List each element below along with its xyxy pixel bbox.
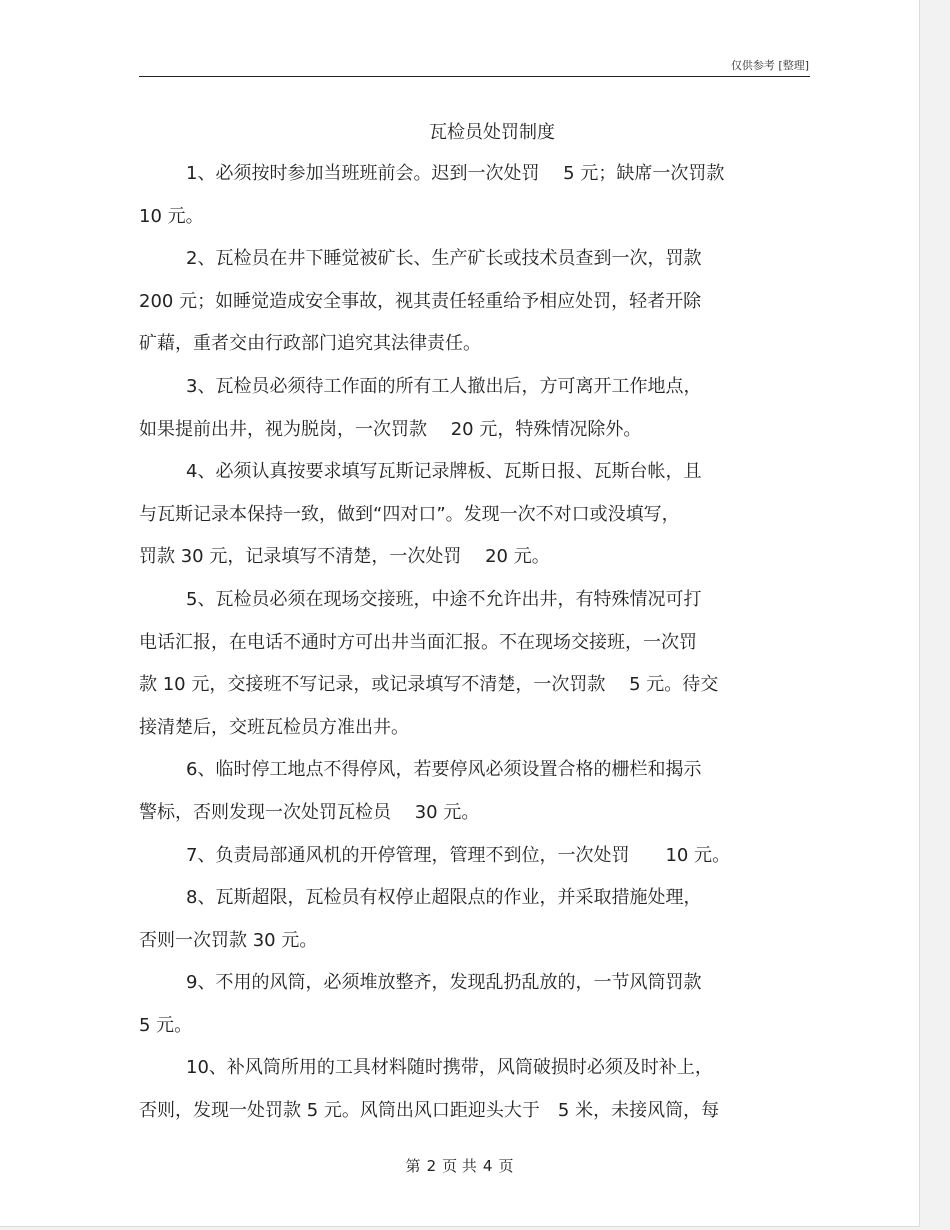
text-line: 否则一次罚款 30 元。 — [139, 929, 318, 951]
header-rule — [139, 76, 810, 77]
text-line: 7、负责局部通风机的开停管理，管理不到位，一次处罚 10 元。 — [186, 844, 731, 866]
text-line: 10 元。 — [139, 205, 204, 227]
text-line: 9、不用的风筒，必须堆放整齐，发现乱扔乱放的，一节风筒罚款 — [186, 972, 702, 994]
page-footer — [0, 1155, 919, 1176]
text-line: 5 元。 — [139, 1014, 193, 1036]
text-line: 否则，发现一处罚款 5 元。风筒出风口距迎头大于 5 米，未接风筒，每 — [139, 1100, 720, 1122]
text-line: 4、必须认真按要求填写瓦斯记录牌板、瓦斯日报、瓦斯台帐，且 — [186, 461, 702, 483]
footer-total-pages: 4 — [482, 1157, 493, 1175]
text-line: 10、补风筒所用的工具材料随时携带，风筒破损时必须及时补上， — [186, 1057, 713, 1079]
footer-suffix: 页 — [498, 1157, 514, 1175]
text-line: 电话汇报，在电话不通时方可出井当面汇报。不在现场交接班，一次罚 — [139, 631, 697, 653]
text-line: 200 元；如睡觉造成安全事故，视其责任轻重给予相应处罚，轻者开除 — [139, 290, 702, 312]
text-line: 警标，否则发现一次处罚瓦检员 30 元。 — [139, 801, 480, 823]
footer-page-number: 2 — [426, 1157, 437, 1175]
text-line: 1、必须按时参加当班班前会。迟到一次处罚 5 元；缺席一次罚款 — [186, 163, 725, 184]
document-title: 瓦检员处罚制度 — [429, 122, 555, 143]
text-line: 3、瓦检员必须待工作面的所有工人撤出后，方可离开工作地点， — [186, 375, 702, 397]
text-line: 如果提前出井，视为脱岗，一次罚款 20 元，特殊情况除外。 — [139, 418, 642, 440]
text-line: 与瓦斯记录本保持一致，做到“四对口”。发现一次不对口或没填写， — [139, 503, 680, 525]
text-line: 矿藉，重者交由行政部门追究其法律责任。 — [139, 333, 481, 355]
footer-prefix: 第 — [405, 1157, 421, 1175]
text-line: 款 10 元，交接班不写记录，或记录填写不清楚，一次罚款 5 元。待交 — [139, 674, 719, 696]
document-body — [139, 153, 851, 1133]
text-line: 5、瓦检员必须在现场交接班，中途不允许出井，有特殊情况可打 — [186, 588, 702, 610]
footer-mid: 页 共 — [442, 1157, 477, 1175]
text-line: 8、瓦斯超限，瓦检员有权停止超限点的作业，并采取措施处理， — [186, 887, 702, 909]
text-line: 6、临时停工地点不得停风，若要停风必须设置合格的栅栏和揭示 — [186, 759, 702, 781]
text-line: 2、瓦检员在井下睡觉被矿长、生产矿长或技术员查到一次，罚款 — [186, 248, 702, 270]
header-note: 仅供参考 [整理] — [730, 59, 809, 72]
text-line: 罚款 30 元，记录填写不清楚，一次处罚 20 元。 — [139, 546, 550, 568]
text-line: 接清楚后，交班瓦检员方准出井。 — [139, 716, 409, 738]
